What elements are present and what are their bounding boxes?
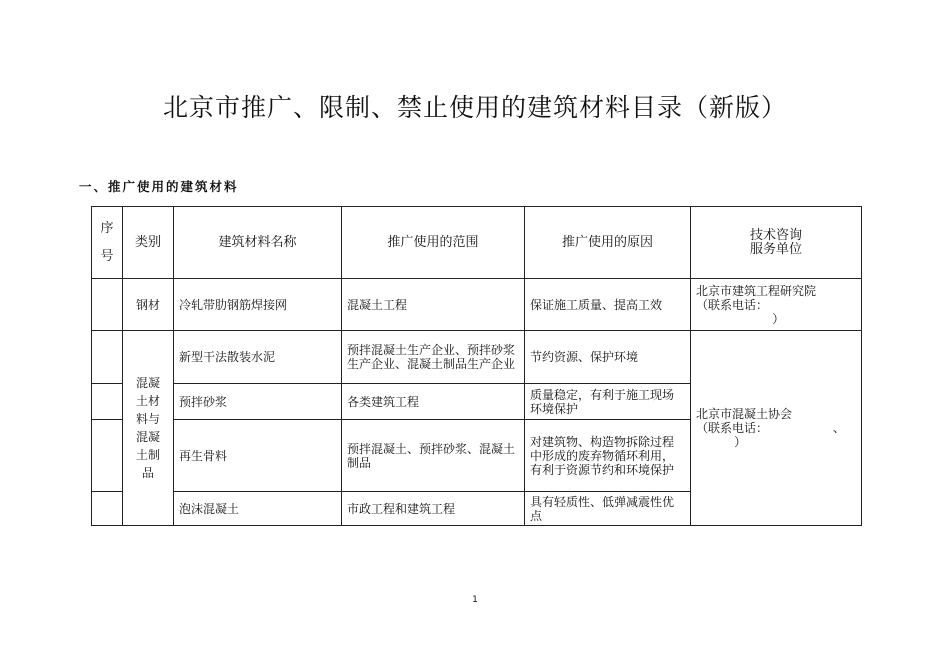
header-service-line2: 服务单位 [749, 241, 802, 257]
cell-no [92, 492, 123, 526]
cell-scope: 混凝土工程 [342, 279, 525, 331]
page-number: 1 [472, 595, 478, 605]
materials-table [91, 206, 862, 526]
cell-scope: 市政工程和建筑工程 [342, 492, 525, 526]
cell-category-merged [123, 331, 174, 526]
cell-service-merged: 北京市混凝土协会 （联系电话： 、 ） [691, 331, 862, 526]
table-row [92, 331, 862, 384]
cell-reason: 质量稳定，有利于施工现场环境保护 [525, 384, 691, 420]
header-no [92, 207, 123, 279]
cell-no [92, 279, 123, 331]
cell-material: 预拌砂浆 [174, 384, 342, 420]
cell-no [92, 420, 123, 492]
cell-material: 泡沫混凝土 [174, 492, 342, 526]
header-service [691, 207, 862, 279]
cell-reason: 节约资源、保护环境 [525, 331, 691, 384]
cell-material: 新型干法散装水泥 [174, 331, 342, 384]
cell-material: 冷轧带肋钢筋焊接网 [174, 279, 342, 331]
cell-reason: 保证施工质量、提高工效 [525, 279, 691, 331]
cell-reason: 具有轻质性、低弹减震性优点 [525, 492, 691, 526]
cell-no [92, 331, 123, 384]
header-reason: 推广使用的原因 [525, 207, 691, 279]
table-row [92, 279, 862, 331]
cell-no [92, 384, 123, 420]
cell-service: 北京市建筑工程研究院 （联系电话： ） [691, 279, 862, 331]
cell-material: 再生骨料 [174, 420, 342, 492]
document-title: 北京市推广、限制、禁止使用的建筑材料目录（新版） [162, 93, 787, 122]
section-subtitle: 一、推广使用的建筑材料 [79, 179, 239, 194]
cell-scope: 预拌混凝土生产企业、预拌砂浆生产企业、混凝土制品生产企业 [342, 331, 525, 384]
header-service-line1: 技术咨询 [749, 227, 802, 243]
header-no-line2: 号 [100, 248, 114, 264]
header-no-line1: 序 [100, 220, 114, 236]
table-header-row [92, 207, 862, 279]
header-category: 类别 [123, 207, 174, 279]
category-text: 混凝土材料与混凝土制品 [135, 376, 160, 480]
header-material: 建筑材料名称 [174, 207, 342, 279]
cell-scope: 预拌混凝土、预拌砂浆、混凝土制品 [342, 420, 525, 492]
cell-category: 钢材 [123, 279, 174, 331]
cell-scope: 各类建筑工程 [342, 384, 525, 420]
header-scope: 推广使用的范围 [342, 207, 525, 279]
cell-reason: 对建筑物、构造物拆除过程中形成的废弃物循环利用，有利于资源节约和环境保护 [525, 420, 691, 492]
